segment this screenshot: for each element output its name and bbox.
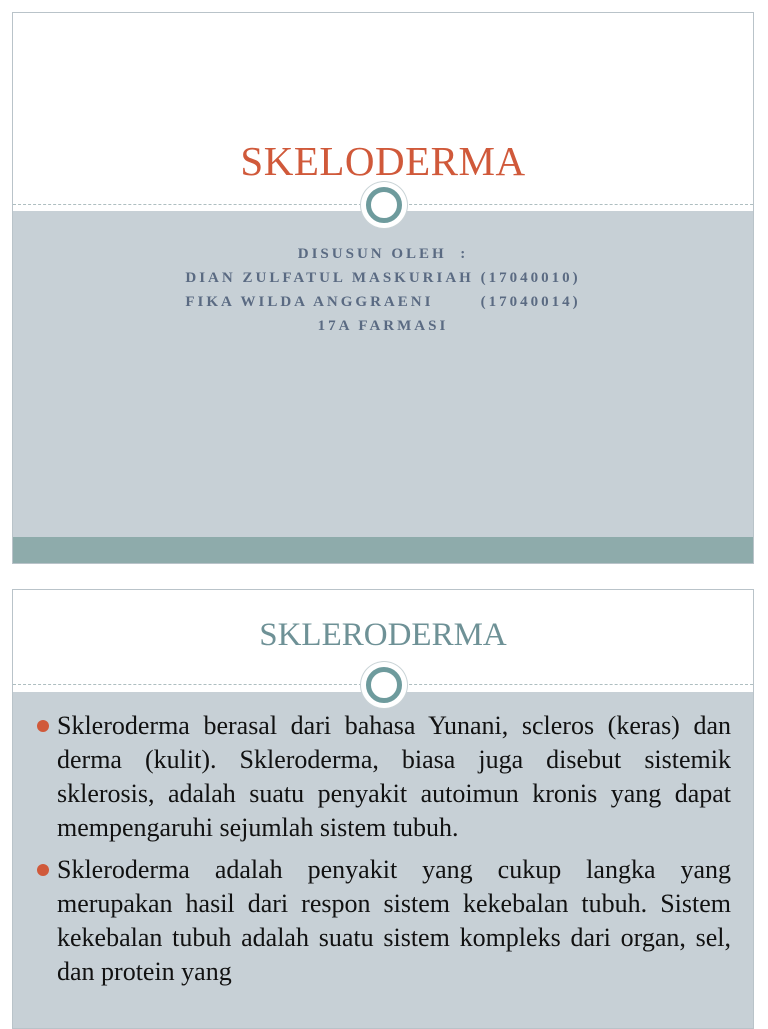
bullet-text: Skleroderma berasal dari bahasa Yunani, scleros (keras) dan derma (kulit). Skleroderma, biasa juga disebut sistemik sklerosis, adalah suatu penyakit autoimun kronis yang dapat mempengaruhi sejumlah sistem tubuh. [57, 711, 731, 842]
slide-1 [12, 12, 754, 564]
slide-2-title: SKLERODERMA [259, 617, 507, 653]
circle-ornament-icon [366, 187, 402, 223]
subtitle-line: DIAN ZULFATUL MASKURIAH (17040010) [185, 270, 581, 286]
bullet-dot-icon [37, 864, 49, 876]
slide-2 [12, 589, 754, 1029]
subtitle-line: FIKA WILDA ANGGRAENI (17040014) [185, 294, 581, 310]
bullet-text: Skleroderma adalah penyakit yang cukup langka yang merupakan hasil dari respon sistem kekebalan tubuh. Sistem kekebalan tubuh adalah suatu sistem kompleks dari organ, sel, dan protein yang [57, 855, 731, 986]
subtitle-line: DISUSUN OLEH : [297, 246, 469, 262]
list-item [37, 853, 731, 989]
bullet-list [37, 709, 731, 997]
circle-ornament-icon [366, 667, 402, 703]
footer-band [13, 537, 753, 564]
subtitle-line: 17A FARMASI [317, 318, 449, 334]
slide-1-subtitle [13, 242, 753, 338]
list-item [37, 709, 731, 845]
slide-1-title: SKELODERMA [240, 138, 526, 184]
bullet-dot-icon [37, 720, 49, 732]
